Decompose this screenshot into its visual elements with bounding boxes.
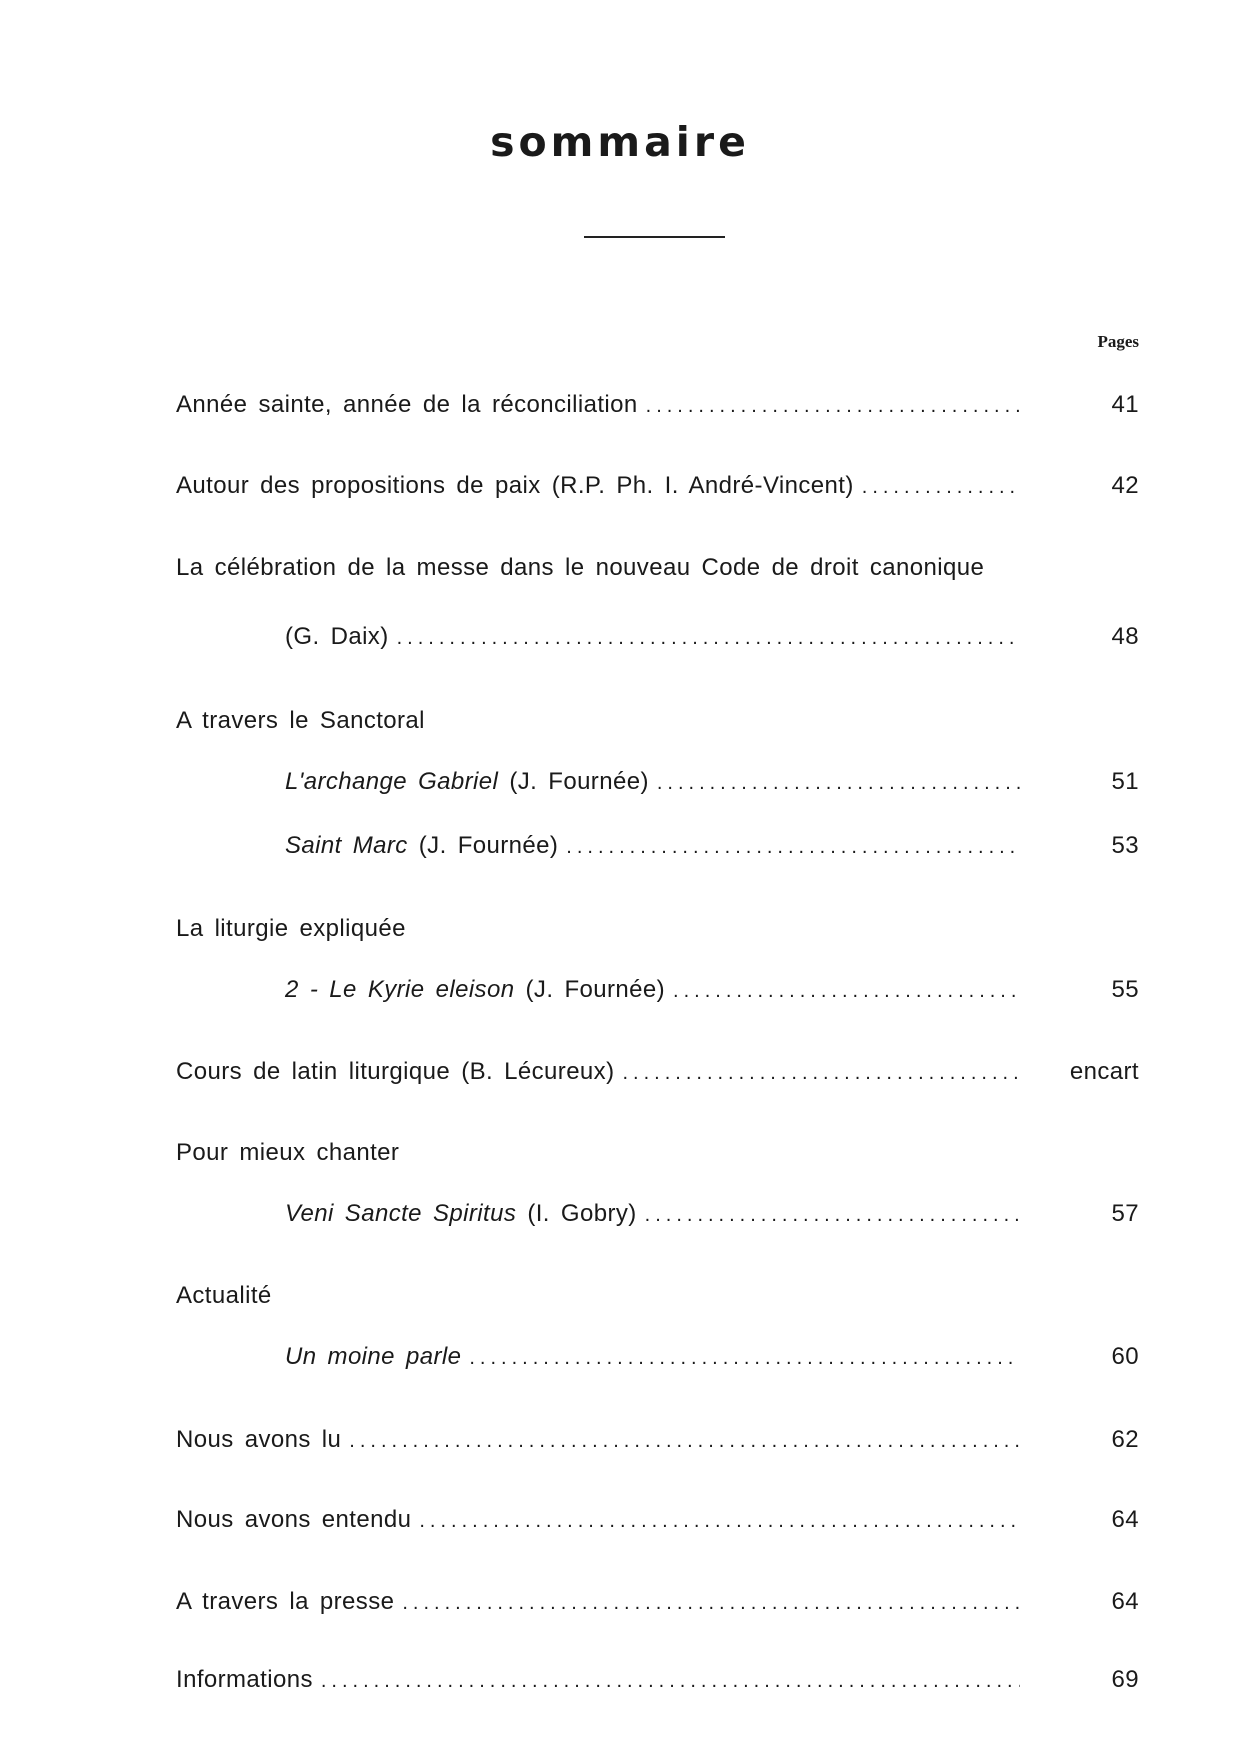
dot-leader: [397, 621, 1020, 655]
entry-page: 62: [1111, 1426, 1139, 1453]
toc-entry[interactable]: [176, 1423, 1139, 1457]
entry-text: [285, 765, 657, 799]
entry-page: 48: [1111, 623, 1139, 650]
entry-page: 69: [1111, 1666, 1139, 1693]
dot-leader: [646, 389, 1020, 423]
toc-subentry[interactable]: [285, 973, 1139, 1007]
entry-title: Nous avons entendu: [176, 1506, 412, 1533]
entry-page: 55: [1111, 976, 1139, 1003]
section-heading: [176, 704, 1139, 738]
entry-page: 60: [1111, 1343, 1139, 1370]
entry-text: [285, 829, 566, 863]
entry-author: (I. Gobry): [527, 1200, 637, 1227]
entry-page: encart: [1069, 1058, 1139, 1085]
entry-author: (J. Fournée): [509, 768, 649, 795]
section-title: A travers le Sanctoral: [176, 707, 425, 734]
dot-leader: [657, 766, 1020, 800]
toc-entry[interactable]: [176, 1503, 1139, 1537]
dot-leader: [645, 1198, 1020, 1232]
entry-title: Autour des propositions de paix: [176, 472, 541, 499]
pages-column-label: Pages: [1097, 332, 1139, 351]
title-rule: [584, 236, 725, 238]
page-title: sommaire: [490, 118, 750, 166]
dot-leader: [566, 830, 1020, 864]
entry-text: [285, 1197, 645, 1231]
dot-leader: [419, 1504, 1020, 1538]
section-title: Pour mieux chanter: [176, 1139, 400, 1166]
entry-title: 2 - Le Kyrie eleison: [285, 976, 515, 1003]
section-heading: [176, 1279, 1139, 1313]
entry-title: Année sainte, année de la réconciliation: [176, 391, 638, 418]
section-title: Actualité: [176, 1282, 272, 1309]
entry-text: [176, 469, 862, 503]
toc-entry[interactable]: [176, 1663, 1139, 1697]
entry-title: Un moine parle: [285, 1343, 462, 1370]
toc-entry[interactable]: [176, 551, 1139, 585]
entry-title: Informations: [176, 1666, 313, 1693]
toc-entry-continuation[interactable]: [285, 620, 1139, 654]
dot-leader: [469, 1341, 1020, 1375]
entry-author: (J. Fournée): [418, 832, 559, 859]
toc-entry[interactable]: [176, 469, 1139, 503]
toc-subentry[interactable]: [285, 829, 1139, 863]
toc-entry[interactable]: [176, 1585, 1139, 1619]
dot-leader: [321, 1664, 1020, 1698]
dot-leader: [862, 470, 1020, 504]
entry-author: (G. Daix): [285, 623, 389, 650]
entry-page: 64: [1111, 1588, 1139, 1615]
entry-page: 42: [1111, 472, 1139, 499]
entry-page: 51: [1111, 768, 1139, 795]
entry-author: (J. Fournée): [525, 976, 666, 1003]
entry-page: 53: [1111, 832, 1139, 859]
entry-title: La célébration de la messe dans le nouveau Code de droit canonique: [176, 554, 985, 581]
entry-page: 57: [1111, 1200, 1139, 1227]
toc-entry[interactable]: [176, 1055, 1139, 1089]
entry-page: 64: [1111, 1506, 1139, 1533]
toc-entry[interactable]: [176, 388, 1139, 422]
dot-leader: [673, 974, 1020, 1008]
toc-subentry[interactable]: [285, 1340, 1139, 1374]
section-heading: [176, 1136, 1139, 1170]
toc-subentry[interactable]: [285, 1197, 1139, 1231]
entry-author: (B. Lécureux): [461, 1058, 615, 1085]
dot-leader: [349, 1424, 1020, 1458]
entry-page: 41: [1111, 391, 1139, 418]
entry-title: Veni Sancte Spiritus: [285, 1200, 517, 1227]
dot-leader: [402, 1586, 1020, 1620]
entry-title: L'archange Gabriel: [285, 768, 499, 795]
entry-author: (R.P. Ph. I. André-Vincent): [551, 472, 854, 499]
entry-title: Cours de latin liturgique: [176, 1058, 451, 1085]
entry-text: [285, 973, 673, 1007]
section-heading: [176, 912, 1139, 946]
section-title: La liturgie expliquée: [176, 915, 406, 942]
entry-title: Saint Marc: [285, 832, 408, 859]
toc-subentry[interactable]: [285, 765, 1139, 799]
entry-title: Nous avons lu: [176, 1426, 342, 1453]
entry-title: A travers la presse: [176, 1588, 395, 1615]
dot-leader: [622, 1056, 1020, 1090]
entry-text: [176, 1055, 622, 1089]
